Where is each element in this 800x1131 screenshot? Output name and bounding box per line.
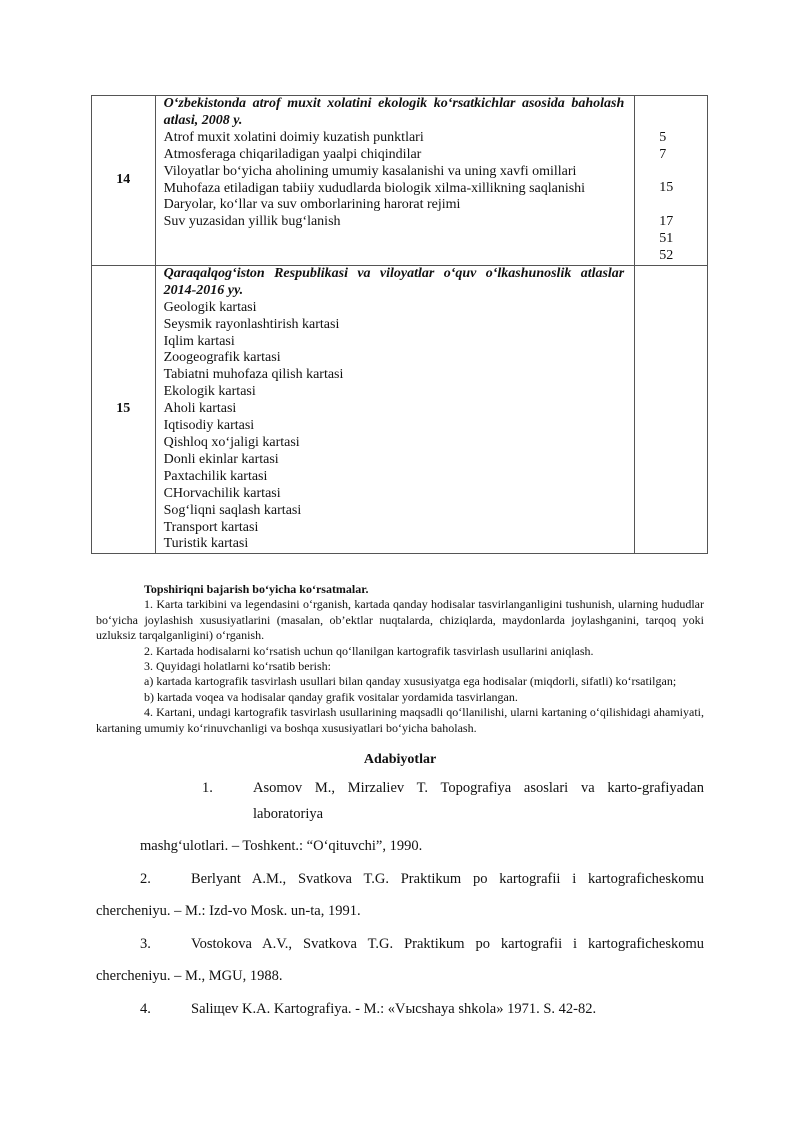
list-item: Donli ekinlar kartasi [163,451,279,467]
row-number: 14 [92,96,156,266]
list-item: Ekologik kartasi [163,384,256,400]
instruction-paragraph: a) kartada kartografik tasvirlash usullari bilan qanday xususiyatga ega hodisalar (miqdorli, sifatli) ko‘rsatilgan; [144,674,677,689]
list-item: Sog‘liqni saqlash kartasi [163,502,302,518]
row-number: 15 [92,265,156,553]
page-number: 7 [659,146,667,162]
page-number [635,197,707,214]
list-item: Iqlim kartasi [163,333,235,349]
instruction-paragraph: 3. Quyidagi holatlarni ko‘rsatib berish: [144,659,331,674]
reference-text: Saliщev K.A. Kartografiya. - M.: «Vысshaya shkola» 1971. S. 42-82. [191,1000,597,1017]
reference-item [140,932,704,958]
atlas-title: O‘zbekistonda atrof muxit xolatini ekologik ko‘rsatkichlar asosida baholash atlasi, 2008 y. [163,96,625,128]
list-item: Suv yuzasidan yillik bug‘lanish [163,214,341,230]
reference-text-continued: mashg‘ulotlari. – Toshkent.: “O‘qituvchi”, 1990. [140,838,423,854]
reference-item [202,776,704,827]
page-number: 52 [659,248,674,264]
reference-list [96,776,704,1022]
page-number [635,96,707,113]
instruction-paragraph: 4. Kartani, undagi kartografik tasvirlash usullarining maqsadli qo‘llanilishi, ularni kartaning o‘qilishidagi ahamiyati, kartaning umumiy ko‘rinuvchanligi va boshqa xususiyatlari bo‘yicha baholash. [96,705,704,735]
page-number: 5 [659,129,667,145]
list-item: Zoogeografik kartasi [163,350,281,366]
table-row [92,96,708,266]
instructions-heading: Topshiriqni bajarish bo‘yicha ko‘rsatmalar. [144,582,369,596]
instruction-paragraph: b) kartada voqea va hodisalar qanday grafik vositalar yordamida tasvirlangan. [144,689,518,704]
list-item: Qishloq xo‘jaligi kartasi [163,434,300,450]
list-item: Geologik kartasi [163,299,257,315]
reference-number: 4. [140,1000,151,1017]
row-pages [635,265,708,553]
reference-text: Asomov M., Mirzaliev T. Topografiya asoslari va karto-grafiyadan laboratoriya [253,780,704,822]
row-pages [635,96,708,266]
reference-text: Berlyant A.M., Svatkova T.G. Praktikum po kartografii i kartograficheskomu [191,870,704,887]
page-number [635,164,707,181]
list-item: Atrof muxit xolatini doimiy kuzatish punktlari [163,129,424,145]
reference-number: 2. [140,870,151,887]
reference-text-continued: chercheniyu. – M.: Izd-vo Mosk. un-ta, 1991. [96,903,361,919]
list-item: Atmosferaga chiqariladigan yaalpi chiqindilar [163,146,422,162]
list-item: Turistik kartasi [163,536,249,552]
page-number: 17 [659,214,674,230]
reference-text-continued: chercheniyu. – M., MGU, 1988. [96,968,283,984]
instruction-paragraph: 2. Kartada hodisalarni ko‘rsatish uchun qo‘llanilgan kartografik tasvirlash usullarini aniqlash. [144,643,594,658]
list-item: Muhofaza etiladigan tabiiy xududlarda biologik xilma-xillikning saqlanishi [163,180,586,196]
list-item: CHorvachilik kartasi [163,485,281,501]
reference-item [140,997,704,1023]
literature-heading: Adabiyotlar [363,752,437,767]
list-item: Iqtisodiy kartasi [163,418,255,434]
instruction-paragraph: 1. Karta tarkibini va legendasini o‘rganish, kartada qanday hodisalar tasvirlanganligini tushunish, ularning hududlar bo‘yicha joylashish xususiyatlarini (masalan, ob’ektlar nuqtalarda, chiziqlarda, maydonlarda joylashganini, tarqoq yoki uzluksiz tarqalganligini) o‘rganish. [96,597,704,643]
list-item: Viloyatlar bo‘yicha aholining umumiy kasalanishi va uning xavfi omillari [163,163,577,179]
list-item: Tabiatni muhofaza qilish kartasi [163,367,344,383]
task-instructions [96,582,704,736]
list-item: Seysmik rayonlashtirish kartasi [163,316,340,332]
atlas-title: Qaraqalqog‘iston Respublikasi va viloyatlar o‘quv o‘lkashunoslik atlaslar 2014-2016 yy. [163,265,625,298]
reference-number: 1. [202,780,213,796]
list-item: Transport kartasi [163,519,259,535]
list-item: Paxtachilik kartasi [163,468,268,484]
page-number [635,113,707,130]
reference-number: 3. [140,935,151,952]
atlas-table [91,95,708,554]
reference-item [140,867,704,893]
list-item: Aholi kartasi [163,401,237,417]
list-item: Daryolar, ko‘llar va suv omborlarining harorat rejimi [163,197,461,213]
table-row [92,265,708,553]
row-content [155,265,635,553]
reference-text: Vostokova A.V., Svatkova T.G. Praktikum po kartografii i kartograficheskomu [191,935,704,952]
page-number: 51 [659,231,674,247]
page-number: 15 [659,180,674,196]
row-content [155,96,635,266]
